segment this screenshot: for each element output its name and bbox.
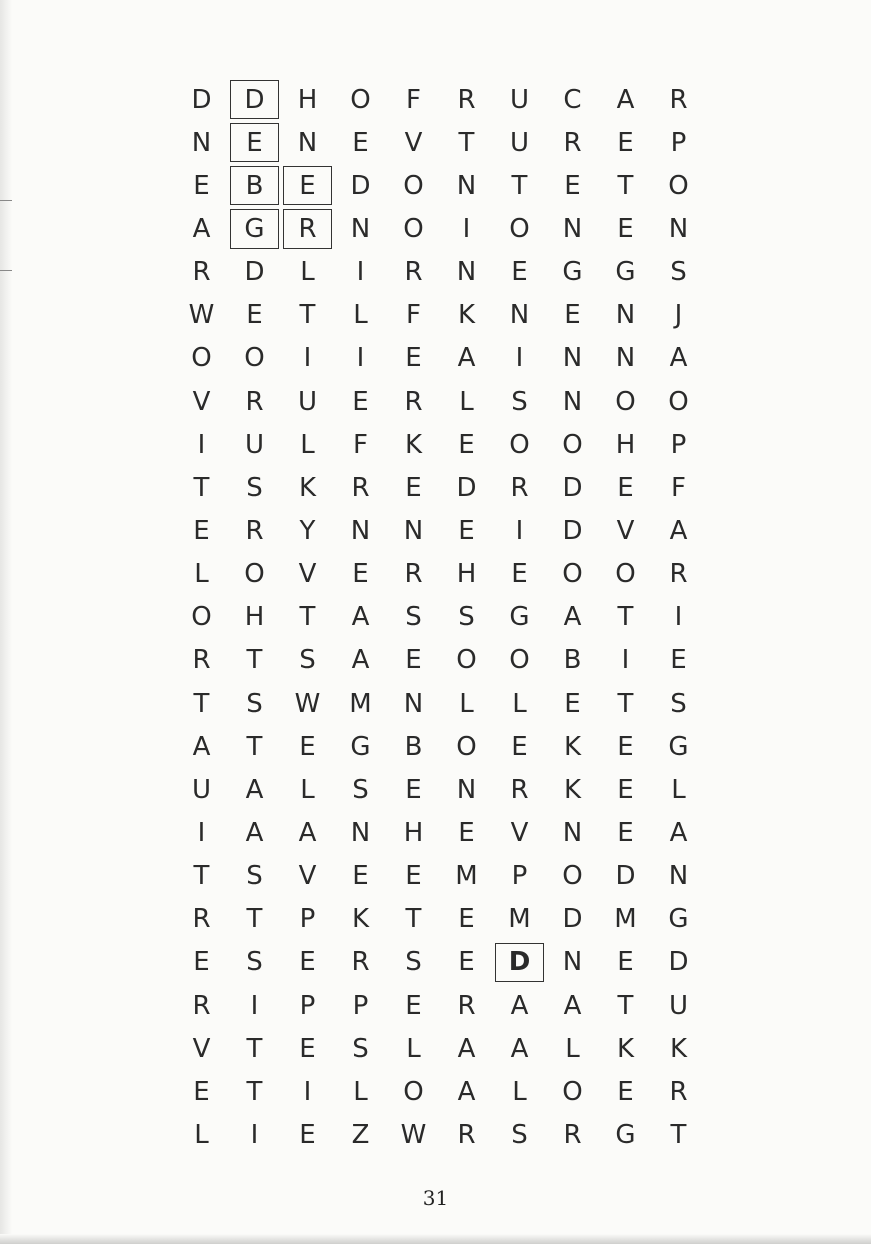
- letter-cell[interactable]: O: [668, 386, 689, 417]
- letter-cell[interactable]: T: [246, 731, 263, 762]
- letter-cell[interactable]: A: [563, 990, 582, 1021]
- letter-cell[interactable]: U: [668, 990, 689, 1021]
- letter-cell[interactable]: G: [350, 731, 371, 762]
- letter-cell[interactable]: I: [356, 257, 365, 288]
- letter-cell[interactable]: R: [192, 645, 211, 676]
- letter-cell[interactable]: N: [297, 127, 318, 158]
- letter-cell[interactable]: A: [457, 1033, 476, 1064]
- letter-cell[interactable]: N: [615, 300, 636, 331]
- letter-cell[interactable]: L: [565, 1033, 580, 1064]
- highlighted-letter-cell[interactable]: E: [228, 121, 281, 164]
- letter-cell[interactable]: K: [298, 472, 317, 503]
- letter-cell[interactable]: Y: [299, 515, 316, 546]
- letter-cell[interactable]: E: [299, 1119, 316, 1150]
- letter-cell[interactable]: V: [616, 515, 635, 546]
- letter-cell[interactable]: R: [510, 774, 529, 805]
- highlighted-letter-cell[interactable]: B: [228, 164, 281, 207]
- margin-tick: [0, 270, 12, 271]
- letter-cell[interactable]: O: [615, 559, 636, 590]
- letter-cell[interactable]: G: [615, 1119, 636, 1150]
- letter-cell[interactable]: O: [562, 1076, 583, 1107]
- page-edge: [0, 0, 12, 1244]
- letter-cell[interactable]: R: [192, 904, 211, 935]
- letter-cell[interactable]: T: [617, 170, 634, 201]
- letter-cell[interactable]: A: [351, 645, 370, 676]
- highlighted-letter-cell[interactable]: G: [228, 207, 281, 250]
- letter-cell[interactable]: E: [193, 1076, 210, 1107]
- letter-cell[interactable]: W: [400, 1119, 427, 1150]
- letter-cell[interactable]: O: [456, 731, 477, 762]
- letter-cell[interactable]: T: [670, 1119, 687, 1150]
- letter-cell[interactable]: R: [510, 472, 529, 503]
- letter-cell[interactable]: K: [563, 774, 582, 805]
- letter-cell[interactable]: E: [617, 213, 634, 244]
- letter-cell[interactable]: D: [615, 861, 636, 892]
- letter-cell[interactable]: E: [458, 429, 475, 460]
- letter-cell[interactable]: I: [462, 213, 471, 244]
- letter-cell[interactable]: S: [246, 472, 263, 503]
- letter-cell[interactable]: I: [303, 343, 312, 374]
- letter-cell[interactable]: O: [350, 84, 371, 115]
- letter-cell[interactable]: R: [245, 515, 264, 546]
- letter-cell[interactable]: L: [353, 1076, 368, 1107]
- letter-cell[interactable]: U: [244, 429, 265, 460]
- letter-cell[interactable]: K: [563, 731, 582, 762]
- letter-cell[interactable]: N: [403, 515, 424, 546]
- letter-cell[interactable]: N: [562, 947, 583, 978]
- letter-cell[interactable]: D: [562, 472, 583, 503]
- letter-cell[interactable]: D: [350, 170, 371, 201]
- letter-cell[interactable]: U: [509, 84, 530, 115]
- letter-cell[interactable]: P: [299, 904, 316, 935]
- letter-cell[interactable]: E: [299, 947, 316, 978]
- letter-cell[interactable]: R: [669, 84, 688, 115]
- letter-cell[interactable]: V: [404, 127, 423, 158]
- letter-cell[interactable]: E: [405, 774, 422, 805]
- letter-cell[interactable]: T: [458, 127, 475, 158]
- letter-cell[interactable]: A: [563, 602, 582, 633]
- highlighted-letter-cell[interactable]: D: [228, 78, 281, 121]
- letter-cell[interactable]: T: [299, 300, 316, 331]
- highlighted-letter-cell[interactable]: R: [281, 207, 334, 250]
- letter-cell[interactable]: C: [563, 84, 582, 115]
- letter-cell[interactable]: A: [192, 213, 211, 244]
- letter-cell[interactable]: T: [405, 904, 422, 935]
- letter-cell[interactable]: I: [356, 343, 365, 374]
- letter-cell[interactable]: G: [668, 731, 689, 762]
- letter-cell[interactable]: F: [406, 300, 421, 331]
- letter-cell[interactable]: O: [244, 343, 265, 374]
- letter-cell[interactable]: T: [246, 1033, 263, 1064]
- letter-cell[interactable]: S: [299, 645, 316, 676]
- letter-cell[interactable]: E: [617, 774, 634, 805]
- letter-cell[interactable]: R: [669, 1076, 688, 1107]
- letter-cell[interactable]: N: [456, 170, 477, 201]
- letter-cell[interactable]: R: [669, 559, 688, 590]
- letter-cell[interactable]: A: [616, 84, 635, 115]
- letter-cell[interactable]: E: [511, 731, 528, 762]
- letter-cell[interactable]: E: [511, 559, 528, 590]
- letter-cell[interactable]: T: [193, 688, 210, 719]
- letter-cell[interactable]: T: [617, 688, 634, 719]
- letter-cell[interactable]: E: [458, 947, 475, 978]
- letter-cell[interactable]: W: [294, 688, 321, 719]
- letter-cell[interactable]: N: [403, 688, 424, 719]
- letter-cell[interactable]: I: [621, 645, 630, 676]
- letter-cell[interactable]: E: [352, 861, 369, 892]
- letter-cell[interactable]: O: [456, 645, 477, 676]
- letter-cell[interactable]: L: [512, 1076, 527, 1107]
- letter-cell[interactable]: M: [614, 904, 637, 935]
- letter-cell[interactable]: E: [405, 645, 422, 676]
- letter-cell[interactable]: A: [510, 990, 529, 1021]
- letter-cell[interactable]: I: [250, 990, 259, 1021]
- page-number: 31: [422, 1186, 449, 1210]
- letter-cell[interactable]: L: [300, 257, 315, 288]
- letter-cell[interactable]: N: [562, 386, 583, 417]
- letter-cell[interactable]: N: [456, 774, 477, 805]
- letter-cell[interactable]: O: [562, 861, 583, 892]
- letter-cell[interactable]: M: [455, 861, 478, 892]
- letter-cell[interactable]: E: [617, 127, 634, 158]
- letter-cell[interactable]: B: [563, 645, 582, 676]
- letter-cell[interactable]: G: [562, 257, 583, 288]
- letter-cell[interactable]: Z: [351, 1119, 370, 1150]
- letter-cell[interactable]: I: [197, 429, 206, 460]
- letter-cell[interactable]: O: [403, 170, 424, 201]
- letter-cell[interactable]: E: [405, 472, 422, 503]
- letter-cell[interactable]: A: [192, 731, 211, 762]
- letter-cell[interactable]: N: [509, 300, 530, 331]
- letter-cell[interactable]: O: [562, 559, 583, 590]
- letter-cell[interactable]: K: [404, 429, 423, 460]
- letter-cell[interactable]: R: [457, 1119, 476, 1150]
- letter-cell[interactable]: T: [617, 990, 634, 1021]
- letter-cell[interactable]: S: [246, 861, 263, 892]
- letter-cell[interactable]: S: [670, 257, 687, 288]
- letter-cell[interactable]: E: [352, 127, 369, 158]
- letter-cell[interactable]: D: [562, 904, 583, 935]
- letter-cell[interactable]: P: [670, 127, 687, 158]
- letter-cell[interactable]: E: [405, 990, 422, 1021]
- letter-cell[interactable]: E: [193, 515, 210, 546]
- letter-cell[interactable]: K: [351, 904, 370, 935]
- letter-cell[interactable]: H: [456, 559, 477, 590]
- letter-cell[interactable]: O: [509, 429, 530, 460]
- letter-cell[interactable]: L: [406, 1033, 421, 1064]
- letter-cell[interactable]: O: [403, 213, 424, 244]
- letter-cell[interactable]: O: [509, 213, 530, 244]
- letter-cell[interactable]: R: [457, 84, 476, 115]
- letter-cell[interactable]: A: [245, 774, 264, 805]
- letter-cell[interactable]: I: [303, 1076, 312, 1107]
- letter-cell[interactable]: G: [668, 904, 689, 935]
- letter-cell[interactable]: H: [297, 84, 318, 115]
- letter-cell[interactable]: F: [353, 429, 368, 460]
- letter-cell[interactable]: A: [298, 817, 317, 848]
- letter-cell[interactable]: E: [405, 343, 422, 374]
- letter-cell[interactable]: O: [668, 170, 689, 201]
- letter-cell[interactable]: U: [191, 774, 212, 805]
- letter-cell[interactable]: E: [193, 947, 210, 978]
- letter-cell[interactable]: A: [669, 515, 688, 546]
- letter-cell[interactable]: A: [457, 1076, 476, 1107]
- letter-cell[interactable]: P: [299, 990, 316, 1021]
- letter-cell[interactable]: E: [564, 170, 581, 201]
- letter-cell[interactable]: A: [245, 817, 264, 848]
- letter-cell[interactable]: A: [669, 343, 688, 374]
- letter-cell[interactable]: S: [246, 688, 263, 719]
- letter-cell[interactable]: E: [458, 515, 475, 546]
- highlighted-letter-cell[interactable]: D: [493, 941, 546, 984]
- letter-cell[interactable]: V: [298, 861, 317, 892]
- letter-cell[interactable]: L: [194, 1119, 209, 1150]
- letter-cell[interactable]: I: [515, 343, 524, 374]
- letter-cell[interactable]: D: [668, 947, 689, 978]
- letter-cell[interactable]: S: [458, 602, 475, 633]
- letter-cell[interactable]: N: [668, 213, 689, 244]
- letter-cell[interactable]: I: [197, 817, 206, 848]
- letter-cell[interactable]: H: [403, 817, 424, 848]
- letter-cell[interactable]: S: [246, 947, 263, 978]
- letter-cell[interactable]: L: [459, 386, 474, 417]
- letter-cell[interactable]: I: [515, 515, 524, 546]
- letter-cell[interactable]: I: [674, 602, 683, 633]
- letter-cell[interactable]: G: [509, 602, 530, 633]
- letter-cell[interactable]: N: [668, 861, 689, 892]
- letter-cell[interactable]: R: [404, 386, 423, 417]
- letter-cell[interactable]: L: [194, 559, 209, 590]
- letter-cell[interactable]: M: [349, 688, 372, 719]
- letter-cell[interactable]: V: [192, 386, 211, 417]
- letter-cell[interactable]: H: [615, 429, 636, 460]
- letter-cell[interactable]: B: [404, 731, 423, 762]
- letter-cell[interactable]: H: [244, 602, 265, 633]
- word-search-grid: [175, 78, 705, 1157]
- letter-cell[interactable]: T: [246, 1076, 263, 1107]
- letter-cell[interactable]: T: [246, 645, 263, 676]
- letter-cell[interactable]: R: [351, 472, 370, 503]
- letter-cell[interactable]: A: [457, 343, 476, 374]
- page-bottom-edge: [0, 1234, 871, 1244]
- letter-cell[interactable]: A: [510, 1033, 529, 1064]
- letter-cell[interactable]: L: [671, 774, 686, 805]
- letter-cell[interactable]: E: [458, 817, 475, 848]
- letter-cell[interactable]: N: [562, 343, 583, 374]
- letter-cell[interactable]: A: [351, 602, 370, 633]
- letter-cell[interactable]: F: [671, 472, 686, 503]
- letter-cell[interactable]: R: [404, 559, 423, 590]
- letter-cell[interactable]: N: [562, 213, 583, 244]
- letter-cell[interactable]: R: [563, 1119, 582, 1150]
- letter-cell[interactable]: T: [193, 861, 210, 892]
- letter-cell[interactable]: T: [511, 170, 528, 201]
- letter-cell[interactable]: D: [456, 472, 477, 503]
- letter-cell[interactable]: S: [352, 774, 369, 805]
- letter-cell[interactable]: L: [512, 688, 527, 719]
- letter-cell[interactable]: K: [616, 1033, 635, 1064]
- letter-cell[interactable]: R: [245, 386, 264, 417]
- letter-cell[interactable]: L: [353, 300, 368, 331]
- letter-cell[interactable]: W: [188, 300, 215, 331]
- letter-cell[interactable]: O: [244, 559, 265, 590]
- highlighted-letter-cell[interactable]: E: [281, 164, 334, 207]
- letter-cell[interactable]: I: [250, 1119, 259, 1150]
- letter-cell[interactable]: N: [350, 515, 371, 546]
- letter-cell[interactable]: P: [511, 861, 528, 892]
- letter-cell[interactable]: O: [562, 429, 583, 460]
- letter-cell[interactable]: V: [510, 817, 529, 848]
- letter-cell[interactable]: E: [511, 257, 528, 288]
- letter-cell[interactable]: R: [351, 947, 370, 978]
- letter-cell[interactable]: R: [457, 990, 476, 1021]
- letter-cell[interactable]: V: [298, 559, 317, 590]
- letter-cell[interactable]: N: [615, 343, 636, 374]
- letter-cell[interactable]: E: [299, 731, 316, 762]
- letter-cell[interactable]: D: [562, 515, 583, 546]
- letter-cell[interactable]: K: [669, 1033, 688, 1064]
- letter-cell[interactable]: O: [191, 602, 212, 633]
- letter-cell[interactable]: E: [352, 386, 369, 417]
- letter-cell[interactable]: E: [458, 904, 475, 935]
- letter-cell[interactable]: L: [300, 774, 315, 805]
- letter-cell[interactable]: E: [617, 817, 634, 848]
- letter-cell[interactable]: E: [617, 731, 634, 762]
- letter-cell[interactable]: R: [404, 257, 423, 288]
- letter-cell[interactable]: E: [617, 472, 634, 503]
- letter-cell[interactable]: V: [192, 1033, 211, 1064]
- letter-cell[interactable]: J: [674, 300, 683, 331]
- letter-cell[interactable]: U: [509, 127, 530, 158]
- letter-cell[interactable]: E: [405, 861, 422, 892]
- letter-cell[interactable]: P: [670, 429, 687, 460]
- letter-cell[interactable]: R: [192, 257, 211, 288]
- letter-cell[interactable]: O: [403, 1076, 424, 1107]
- letter-cell[interactable]: E: [246, 300, 263, 331]
- letter-cell[interactable]: E: [352, 559, 369, 590]
- margin-tick: [0, 200, 12, 201]
- letter-cell[interactable]: E: [564, 688, 581, 719]
- letter-cell[interactable]: S: [405, 947, 422, 978]
- letter-cell[interactable]: D: [191, 84, 212, 115]
- letter-cell[interactable]: T: [246, 904, 263, 935]
- letter-cell[interactable]: S: [511, 386, 528, 417]
- letter-cell[interactable]: L: [459, 688, 474, 719]
- letter-cell[interactable]: K: [457, 300, 476, 331]
- letter-cell[interactable]: R: [192, 990, 211, 1021]
- letter-cell[interactable]: E: [564, 300, 581, 331]
- letter-cell[interactable]: O: [615, 386, 636, 417]
- letter-cell[interactable]: M: [508, 904, 531, 935]
- letter-cell[interactable]: T: [193, 472, 210, 503]
- letter-cell[interactable]: N: [456, 257, 477, 288]
- letter-cell[interactable]: D: [244, 257, 265, 288]
- letter-cell[interactable]: S: [352, 1033, 369, 1064]
- letter-cell[interactable]: N: [562, 817, 583, 848]
- letter-cell[interactable]: G: [615, 257, 636, 288]
- letter-cell[interactable]: T: [299, 602, 316, 633]
- letter-cell[interactable]: N: [191, 127, 212, 158]
- letter-cell[interactable]: N: [350, 213, 371, 244]
- letter-cell[interactable]: O: [509, 645, 530, 676]
- letter-cell[interactable]: N: [350, 817, 371, 848]
- letter-cell[interactable]: L: [300, 429, 315, 460]
- letter-cell[interactable]: E: [617, 947, 634, 978]
- letter-cell[interactable]: O: [191, 343, 212, 374]
- letter-cell[interactable]: E: [617, 1076, 634, 1107]
- letter-cell[interactable]: T: [617, 602, 634, 633]
- letter-cell[interactable]: R: [563, 127, 582, 158]
- letter-cell[interactable]: E: [193, 170, 210, 201]
- letter-cell[interactable]: E: [299, 1033, 316, 1064]
- letter-cell[interactable]: P: [352, 990, 369, 1021]
- letter-cell[interactable]: S: [670, 688, 687, 719]
- letter-cell[interactable]: U: [297, 386, 318, 417]
- letter-cell[interactable]: F: [406, 84, 421, 115]
- letter-cell[interactable]: E: [670, 645, 687, 676]
- letter-cell[interactable]: S: [405, 602, 422, 633]
- letter-cell[interactable]: S: [511, 1119, 528, 1150]
- letter-cell[interactable]: A: [669, 817, 688, 848]
